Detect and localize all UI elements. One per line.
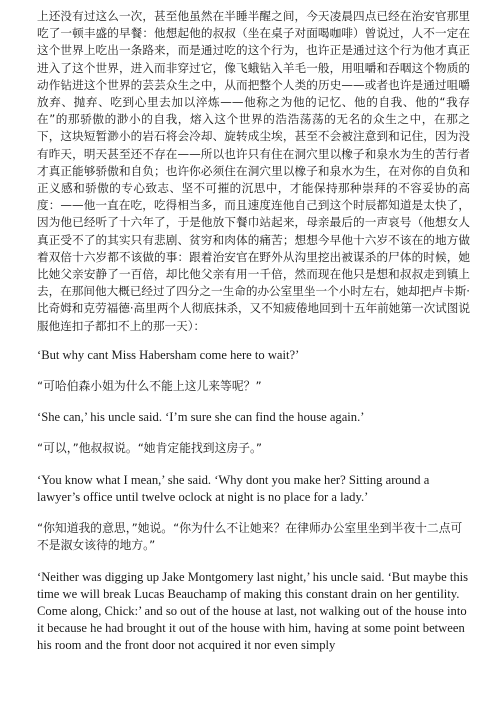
- english-dialogue-line: ‘But why cant Miss Habersham come here to wait?’: [37, 347, 300, 362]
- english-dialogue-line: ‘You know what I mean,’ she said. ‘Why dont you make her? Sitting around a lawyer’s office until twelve oclock at night is no place for a lady.’: [37, 472, 430, 504]
- chinese-narrative-paragraph: 上还没有过这么一次，甚至他虽然在半睡半醒之间，今天凌晨四点已经在治安官那里吃了一顿丰盛的早餐：他想起他的叔叔（坐在桌子对面喝咖啡）曾说过，人不一定在这个世界上吃出一条路来，而是通过吃的这个行为，也许正是通过这个行为他才真正进入了这个世界，进入而非穿过它，像飞蛾钻入羊毛一般，用咀嚼和吞咽这个物质的动作钻进这个世界的芸芸众生之中，从而把整个人类的历史——或者也许是通过咀嚼放弃、抛弃、吃到心里去加以淬炼——他称之为他的记忆、他的自我、他的“我存在”的那骄傲的渺小的自我，熔入这个世界的浩浩荡荡的无名的众生之中，在那之下，这块短暂渺小的岩石将会冷却、旋转成尘埃，甚至不会被注意到和记住，因为没有昨天，明天甚至还不存在——所以也许只有住在洞穴里以橡子和泉水为生的苦行者才真正能够骄傲和自负；也许你必须住在洞穴里以橡子和泉水为生，在对你的自负和正义感和骄傲的专心致志、坚不可摧的沉思中，才能保持那种崇拜的不容妥协的高度：——他一直在吃，吃得相当多，而且速度连他自己到这个时辰都知道是太快了，因为他已经听了十六年了，于是他放下餐巾站起来，母亲最后的一声哀号（他想女人真正受不了的其实只有悲剧、贫穷和肉体的痛苦；想想今早他十六岁不该在的地方做着双倍十六岁都不该做的事：跟着治安官在野外从沟里挖出被谋杀的尸体的时候，她比她父亲安静了一百倍，却比他父亲有用一千倍，然而现在他只是想和叔叔走到镇上去，在那间他大概已经过了四分之一生命的办公室里坐一个小时左右，她却把卢卡斯·比奇姆和克劳福德·高里两个人彻底抹杀，又不知疲倦地回到十五年前她第一次试图说服他连扣子都扣不上的那一天）：: [37, 9, 470, 333]
- chinese-dialogue-line: “可以，”他叔叔说。“她肯定能找到这房子。”: [37, 441, 262, 456]
- english-dialogue-line: ‘She can,’ his uncle said. ‘I’m sure she can find the house again.’: [37, 410, 365, 425]
- english-narrative-paragraph: ‘Neither was digging up Jake Montgomery last night,’ his uncle said. ‘But maybe this time we will break Lucas Beauchamp of making this constant drain on her gentility. Come along, Chick:’ and so out of the house at last, not walking out of the house into it because he had brought it out of the house with him, having at some point between his room and the front door not acquired it nor even simply: [37, 569, 469, 652]
- chinese-dialogue-line: “你知道我的意思，”她说。“你为什么不让她来？在律师办公室里坐到半夜十二点可不是淑女该待的地方。”: [37, 520, 463, 553]
- chinese-dialogue-line: “可哈伯森小姐为什么不能上这儿来等呢？”: [37, 378, 262, 393]
